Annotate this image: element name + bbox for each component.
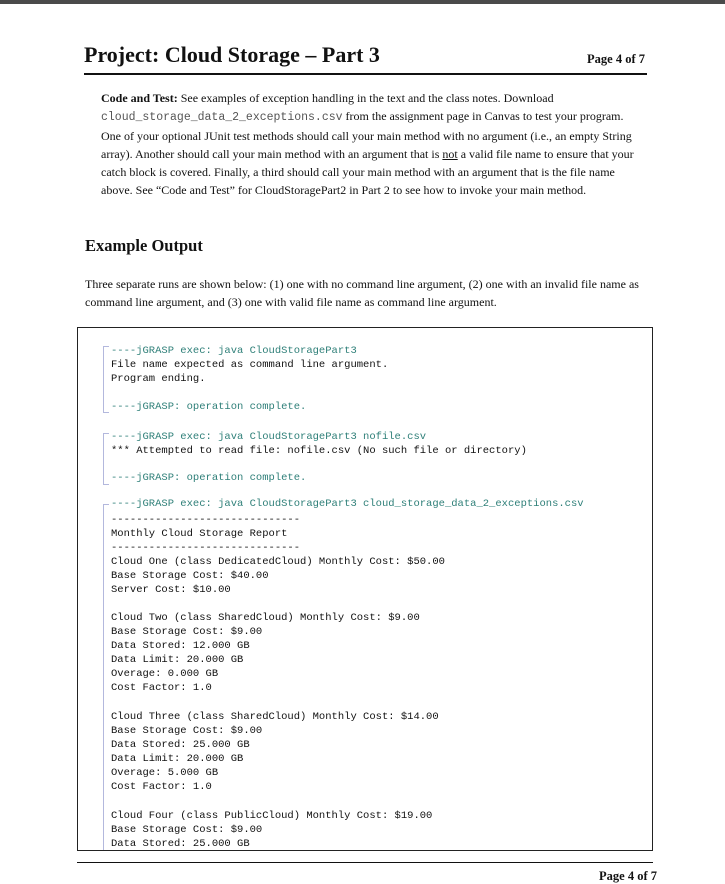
code-and-test-text-3: a valid file name to ensure that your catch block is covered. Finally, a third should call your main method with an argument that is the file name above. See “Code and Test” for CloudStoragePart2 in Part 2 to see how to invoke your main method. [101, 147, 634, 197]
console-line: Cloud Three (class SharedCloud) Monthly Cost: $14.00 [111, 711, 439, 723]
example-intro: Three separate runs are shown below: (1) one with no command line argument, (2) one with an invalid file name as command line argument, and (3) one with valid file name as command line argument. [85, 277, 639, 309]
top-bar [0, 0, 725, 4]
console-line: Cloud Four (class PublicCloud) Monthly Cost: $19.00 [111, 810, 433, 822]
code-and-test-paragraph [101, 89, 641, 199]
example-output-heading: Example Output [85, 236, 203, 255]
console-line: Overage: 0.000 GB [111, 668, 219, 680]
console-line: Cloud One (class DedicatedCloud) Monthly Cost: $50.00 [111, 556, 445, 568]
console-line: Data Limit: 20.000 GB [111, 753, 244, 765]
header-rule [84, 73, 647, 75]
console-output-box [77, 327, 653, 851]
console-line: Overage: 5.000 GB [111, 767, 219, 779]
console-line: Data Stored: 25.000 GB [111, 739, 250, 751]
console-line: Data Limit: 20.000 GB [111, 654, 244, 666]
console-line: Data Stored: 12.000 GB [111, 640, 250, 652]
console-line: ------------------------------ [111, 542, 301, 554]
console-line: Monthly Cloud Storage Report [111, 528, 288, 540]
console-line: ----jGRASP: operation complete. [111, 472, 307, 484]
code-and-test-label: Code and Test: [101, 91, 178, 105]
console-line: File name expected as command line argument. [111, 359, 389, 371]
console-line: Server Cost: $10.00 [111, 584, 231, 596]
console-line: ----jGRASP exec: java CloudStoragePart3 cloud_storage_data_2_exceptions.csv [111, 498, 584, 510]
console-line: Data Stored: 25.000 GB [111, 838, 250, 850]
page-number: Page 4 of 7 [587, 52, 645, 66]
footer-rule [77, 862, 653, 863]
console-line: ----jGRASP exec: java CloudStoragePart3 [111, 345, 357, 357]
footer-page-number: Page 4 of 7 [599, 869, 657, 883]
data-filename: cloud_storage_data_2_exceptions.csv [101, 111, 343, 124]
console-line: ----jGRASP: operation complete. [111, 401, 307, 413]
not-emphasis: not [442, 147, 458, 161]
page-title: Project: Cloud Storage – Part 3 [84, 42, 380, 67]
console-line: ------------------------------ [111, 514, 301, 526]
run1-bracket [103, 346, 109, 413]
console-line: Program ending. [111, 373, 206, 385]
run2-bracket [103, 433, 109, 485]
console-line: *** Attempted to read file: nofile.csv (No such file or directory) [111, 445, 527, 457]
console-line: Base Storage Cost: $9.00 [111, 824, 263, 836]
console-line: Base Storage Cost: $9.00 [111, 626, 263, 638]
code-and-test-text-2: from the assignment page in Canvas to test your program. One of your optional JUnit test methods should call your main method with no argument (i.e., an empty String array). Another should call your main method with an argument that is [101, 109, 632, 161]
code-and-test-text-1: See examples of exception handling in the text and the class notes. Download [177, 91, 554, 105]
console-line: Base Storage Cost: $9.00 [111, 725, 263, 737]
console-line: Base Storage Cost: $40.00 [111, 570, 269, 582]
console-line: ----jGRASP exec: java CloudStoragePart3 nofile.csv [111, 431, 427, 443]
console-line: Cost Factor: 1.0 [111, 682, 212, 694]
run3-bracket [103, 504, 109, 850]
console-line: Cloud Two (class SharedCloud) Monthly Cost: $9.00 [111, 612, 420, 624]
page-header [84, 42, 647, 72]
console-line: Cost Factor: 1.0 [111, 781, 212, 793]
